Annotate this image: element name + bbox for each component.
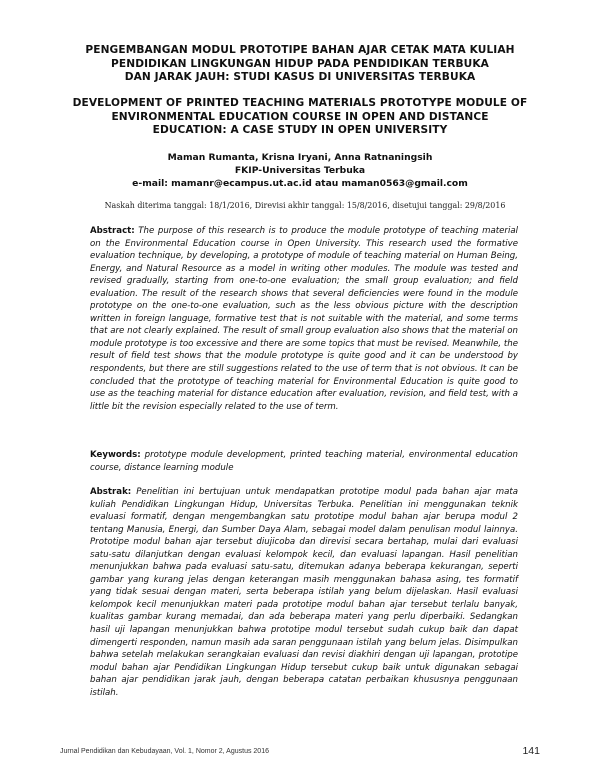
abstract-en-text: The purpose of this research is to produce the module prototype of teaching material on the Environmental Education course in Open University. This research used the formative evaluation technique, by developing, a prototype of module of teaching material on Human Being, Energy, and Natural Resource as a model in writing other modules. The module was tested and revised gradually, starting from one-to-one evaluation; the small group evaluation; and field evaluation. The result of the research shows that several deficiencies were found in the module prototype on the one-to-one evaluation, such as the less obvious picture with the description written in foreign language, formative test that is not suitable with the material, and some terms that are not clearly explained. The result of small group evaluation also shows that the material on module prototype is too excessive and there are some topics that must be revised. Meanwhile, the result of field test shows that the module prototype is quite good and it can be understood by respondents, but there are still suggestions related to the use of term that is not obvious. It can be concluded that the prototype of teaching material for Environmental Education is quite good to use as the teaching material for distance education after evaluation, revision, and field test, with a little bit the revision especially related to the use of term. <box>90 226 518 412</box>
keywords-text: prototype module development, printed teaching material, environmental education course, distance learning module <box>90 450 518 473</box>
abstract-english <box>90 225 518 413</box>
author-block <box>60 151 540 190</box>
abstract-id-text: Penelitian ini bertujuan untuk mendapatkan prototipe modul pada bahan ajar mata kuliah Pendidikan Lingkungan Hidup, Universitas Terbuka. Penelitian ini menggunakan teknik evaluasi formatif, dengan mengembangkan satu prototipe modul bahan ajar berupa modul 2 tentang Manusia, Energi, dan Sumber Daya Alam, sebagai model dalam penulisan modul lainnya. Prototipe modul bahan ajar tersebut diujicoba dan direvisi secara bertahap, mulai dari evaluasi satu-satu dilanjutkan dengan evaluasi kelompok kecil, dan evaluasi lapangan. Hasil penelitian menunjukkan bahwa pada evaluasi satu-satu, ditemukan adanya beberapa kekurangan, seperti gambar yang kurang jelas dengan keterangan masih menggunakan bahasa asing, tes formatif yang tidak sesuai dengan materi, serta beberapa istilah yang belum dijelaskan. Hasil evaluasi kelompok kecil menunjukkan materi pada prototipe modul bahan ajar tersebut terlalu banyak, kualitas gambar kurang memadai, dan ada beberapa materi yang perlu diperbaiki. Sedangkan hasil uji lapangan menunjukkan bahwa prototipe modul tersebut sudah cukup baik dan dapat dimengerti responden, namun masih ada saran penggunaan istilah yang belum jelas. Disimpulkan bahwa setelah melakukan serangkaian evaluasi dan revisi diakhiri dengan uji lapangan, prototipe modul bahan ajar Pendidikan Lingkungan Hidup tersebut cukup baik untuk digunakan sebagai bahan ajar pendidikan jarak jauh, dengan beberapa catatan perbaikan khususnya penggunaan istilah. <box>90 487 519 698</box>
abstract-indonesian <box>90 486 518 699</box>
author-affiliation: FKIP-Universitas Terbuka <box>234 165 366 176</box>
title-id-line: PENDIDIKAN LINGKUNGAN HIDUP PADA PENDIDIKAN TERBUKA <box>111 57 489 70</box>
title-id-line: DAN JARAK JAUH: STUDI KASUS DI UNIVERSITAS TERBUKA <box>124 71 476 83</box>
abstract-id-label: Abstrak: <box>90 487 132 497</box>
title-en-line: EDUCATION: A CASE STUDY IN OPEN UNIVERSITY <box>152 124 448 136</box>
abstract-en-label: Abstract: <box>90 226 135 236</box>
page-number: 141 <box>522 745 540 757</box>
keywords <box>90 449 518 474</box>
journal-citation: Jurnal Pendidikan dan Kebudayaan, Vol. 1, Nomor 2, Agustus 2016 <box>60 748 269 755</box>
author-names: Maman Rumanta, Krisna Iryani, Anna Ratnaningsih <box>167 152 433 163</box>
submission-dates: Naskah diterima tanggal: 18/1/2016, Direvisi akhir tanggal: 15/8/2016, disetujui tanggal: 29/8/2016 <box>104 201 506 210</box>
keywords-label: Keywords: <box>90 450 141 460</box>
title-en-line: DEVELOPMENT OF PRINTED TEACHING MATERIALS PROTOTYPE MODULE OF <box>72 97 528 109</box>
title-indonesian <box>60 44 540 85</box>
title-en-line: ENVIRONMENTAL EDUCATION COURSE IN OPEN AND DISTANCE <box>111 110 489 123</box>
title-english <box>60 97 540 138</box>
author-email: e-mail: mamanr@ecampus.ut.ac.id atau maman0563@gmail.com <box>132 178 468 189</box>
title-id-line: PENGEMBANGAN MODUL PROTOTIPE BAHAN AJAR CETAK MATA KULIAH <box>85 44 515 56</box>
